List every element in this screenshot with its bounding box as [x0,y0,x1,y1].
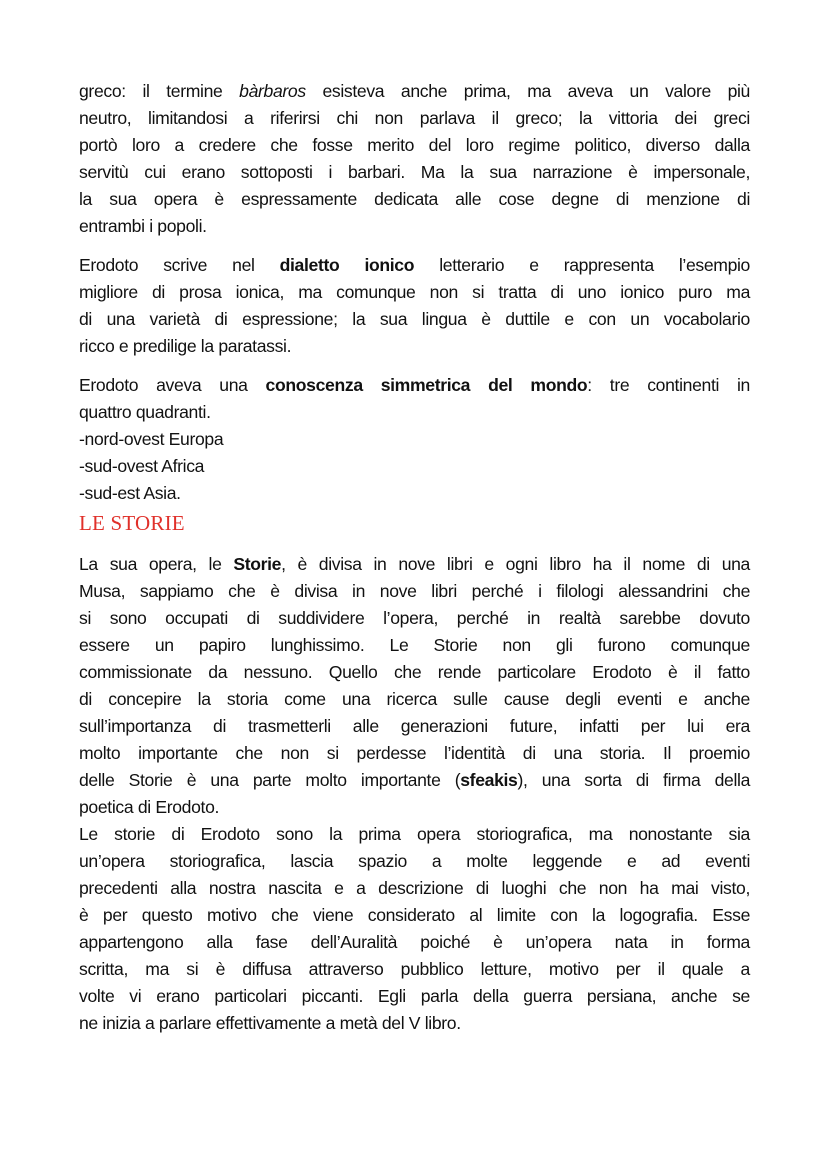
bold-term: Storie [233,554,282,574]
text-line: Le storie di Erodoto sono la prima opera storiografica, ma nonostante sia [79,824,750,844]
text-line: portò loro a credere che fosse merito del loro regime politico, diverso dalla [79,135,750,155]
text-line: essere un papiro lunghissimo. Le Storie non gli furono comunque [79,635,750,655]
text-line: Erodoto scrive nel dialetto ionico letterario e rappresenta l’esempio [79,255,750,275]
list-item: -nord-ovest Europa [79,429,224,449]
document-page [79,78,750,1049]
paragraph-mondo [79,372,750,507]
text-line: un’opera storiografica, lascia spazio a molte leggende e ad eventi [79,851,750,871]
text-line: servitù cui erano sottoposti i barbari. Ma la sua narrazione è impersonale, [79,162,750,182]
text-line: delle Storie è una parte molto importante (sfeakis), una sorta di firma della [79,770,751,790]
text-line: di concepire la storia come una ricerca sulle cause degli eventi e anche [79,689,750,709]
text-line: greco: il termine bàrbaros esisteva anche prima, ma aveva un valore più [79,81,750,101]
text-line: migliore di prosa ionica, ma comunque non si tratta di uno ionico puro ma [79,282,750,302]
text-line: poetica di Erodoto. [79,797,220,817]
section-heading: LE STORIE [79,511,185,535]
bold-term: sfeakis [460,770,518,790]
text-line: neutro, limitandosi a riferirsi chi non parlava il greco; la vittoria dei greci [79,108,750,128]
text-line: scritta, ma si è diffusa attraverso pubblico letture, motivo per il quale a [79,959,750,979]
bold-term: dialetto ionico [279,255,415,275]
paragraph-barbaros [79,78,750,240]
list-item: -sud-est Asia. [79,483,181,503]
italic-term: bàrbaros [239,81,306,101]
paragraph-storiografia [79,821,750,1037]
text-line: Musa, sappiamo che è divisa in nove libri perché i filologi alessandrini che [79,581,750,601]
text-line: ne inizia a parlare effettivamente a metà del V libro. [79,1013,461,1033]
text-line: di una varietà di espressione; la sua lingua è duttile e con un vocabolario [79,309,750,329]
text-line: appartengono alla fase dell’Auralità poiché è un’opera nata in forma [79,932,750,952]
text-line: La sua opera, le Storie, è divisa in nove libri e ogni libro ha il nome di una [79,554,750,574]
text-line: entrambi i popoli. [79,216,207,236]
text-line: Erodoto aveva una conoscenza simmetrica del mondo: tre continenti in [79,375,750,395]
bold-term: conoscenza simmetrica del mondo [265,375,588,395]
text-line: commissionate da nessuno. Quello che rende particolare Erodoto è il fatto [79,662,750,682]
text-line: sull’importanza di trasmetterli alle generazioni future, infatti per lui era [79,716,750,736]
text-line: quattro quadranti. [79,402,211,422]
paragraph-dialetto [79,252,750,360]
text-line: ricco e predilige la paratassi. [79,336,292,356]
text-line: volte vi erano particolari piccanti. Egli parla della guerra persiana, anche se [79,986,750,1006]
text-line: la sua opera è espressamente dedicata alle cose degne di menzione di [79,189,750,209]
text-line: molto importante che non si perdesse l’identità di una storia. Il proemio [79,743,750,763]
text-line: è per questo motivo che viene considerato al limite con la logografia. Esse [79,905,750,925]
text-line: precedenti alla nostra nascita e a descrizione di luoghi che non ha mai visto, [79,878,750,898]
paragraph-storie [79,551,750,821]
list-item: -sud-ovest Africa [79,456,205,476]
text-line: si sono occupati di suddividere l’opera, perché in realtà sarebbe dovuto [79,608,750,628]
